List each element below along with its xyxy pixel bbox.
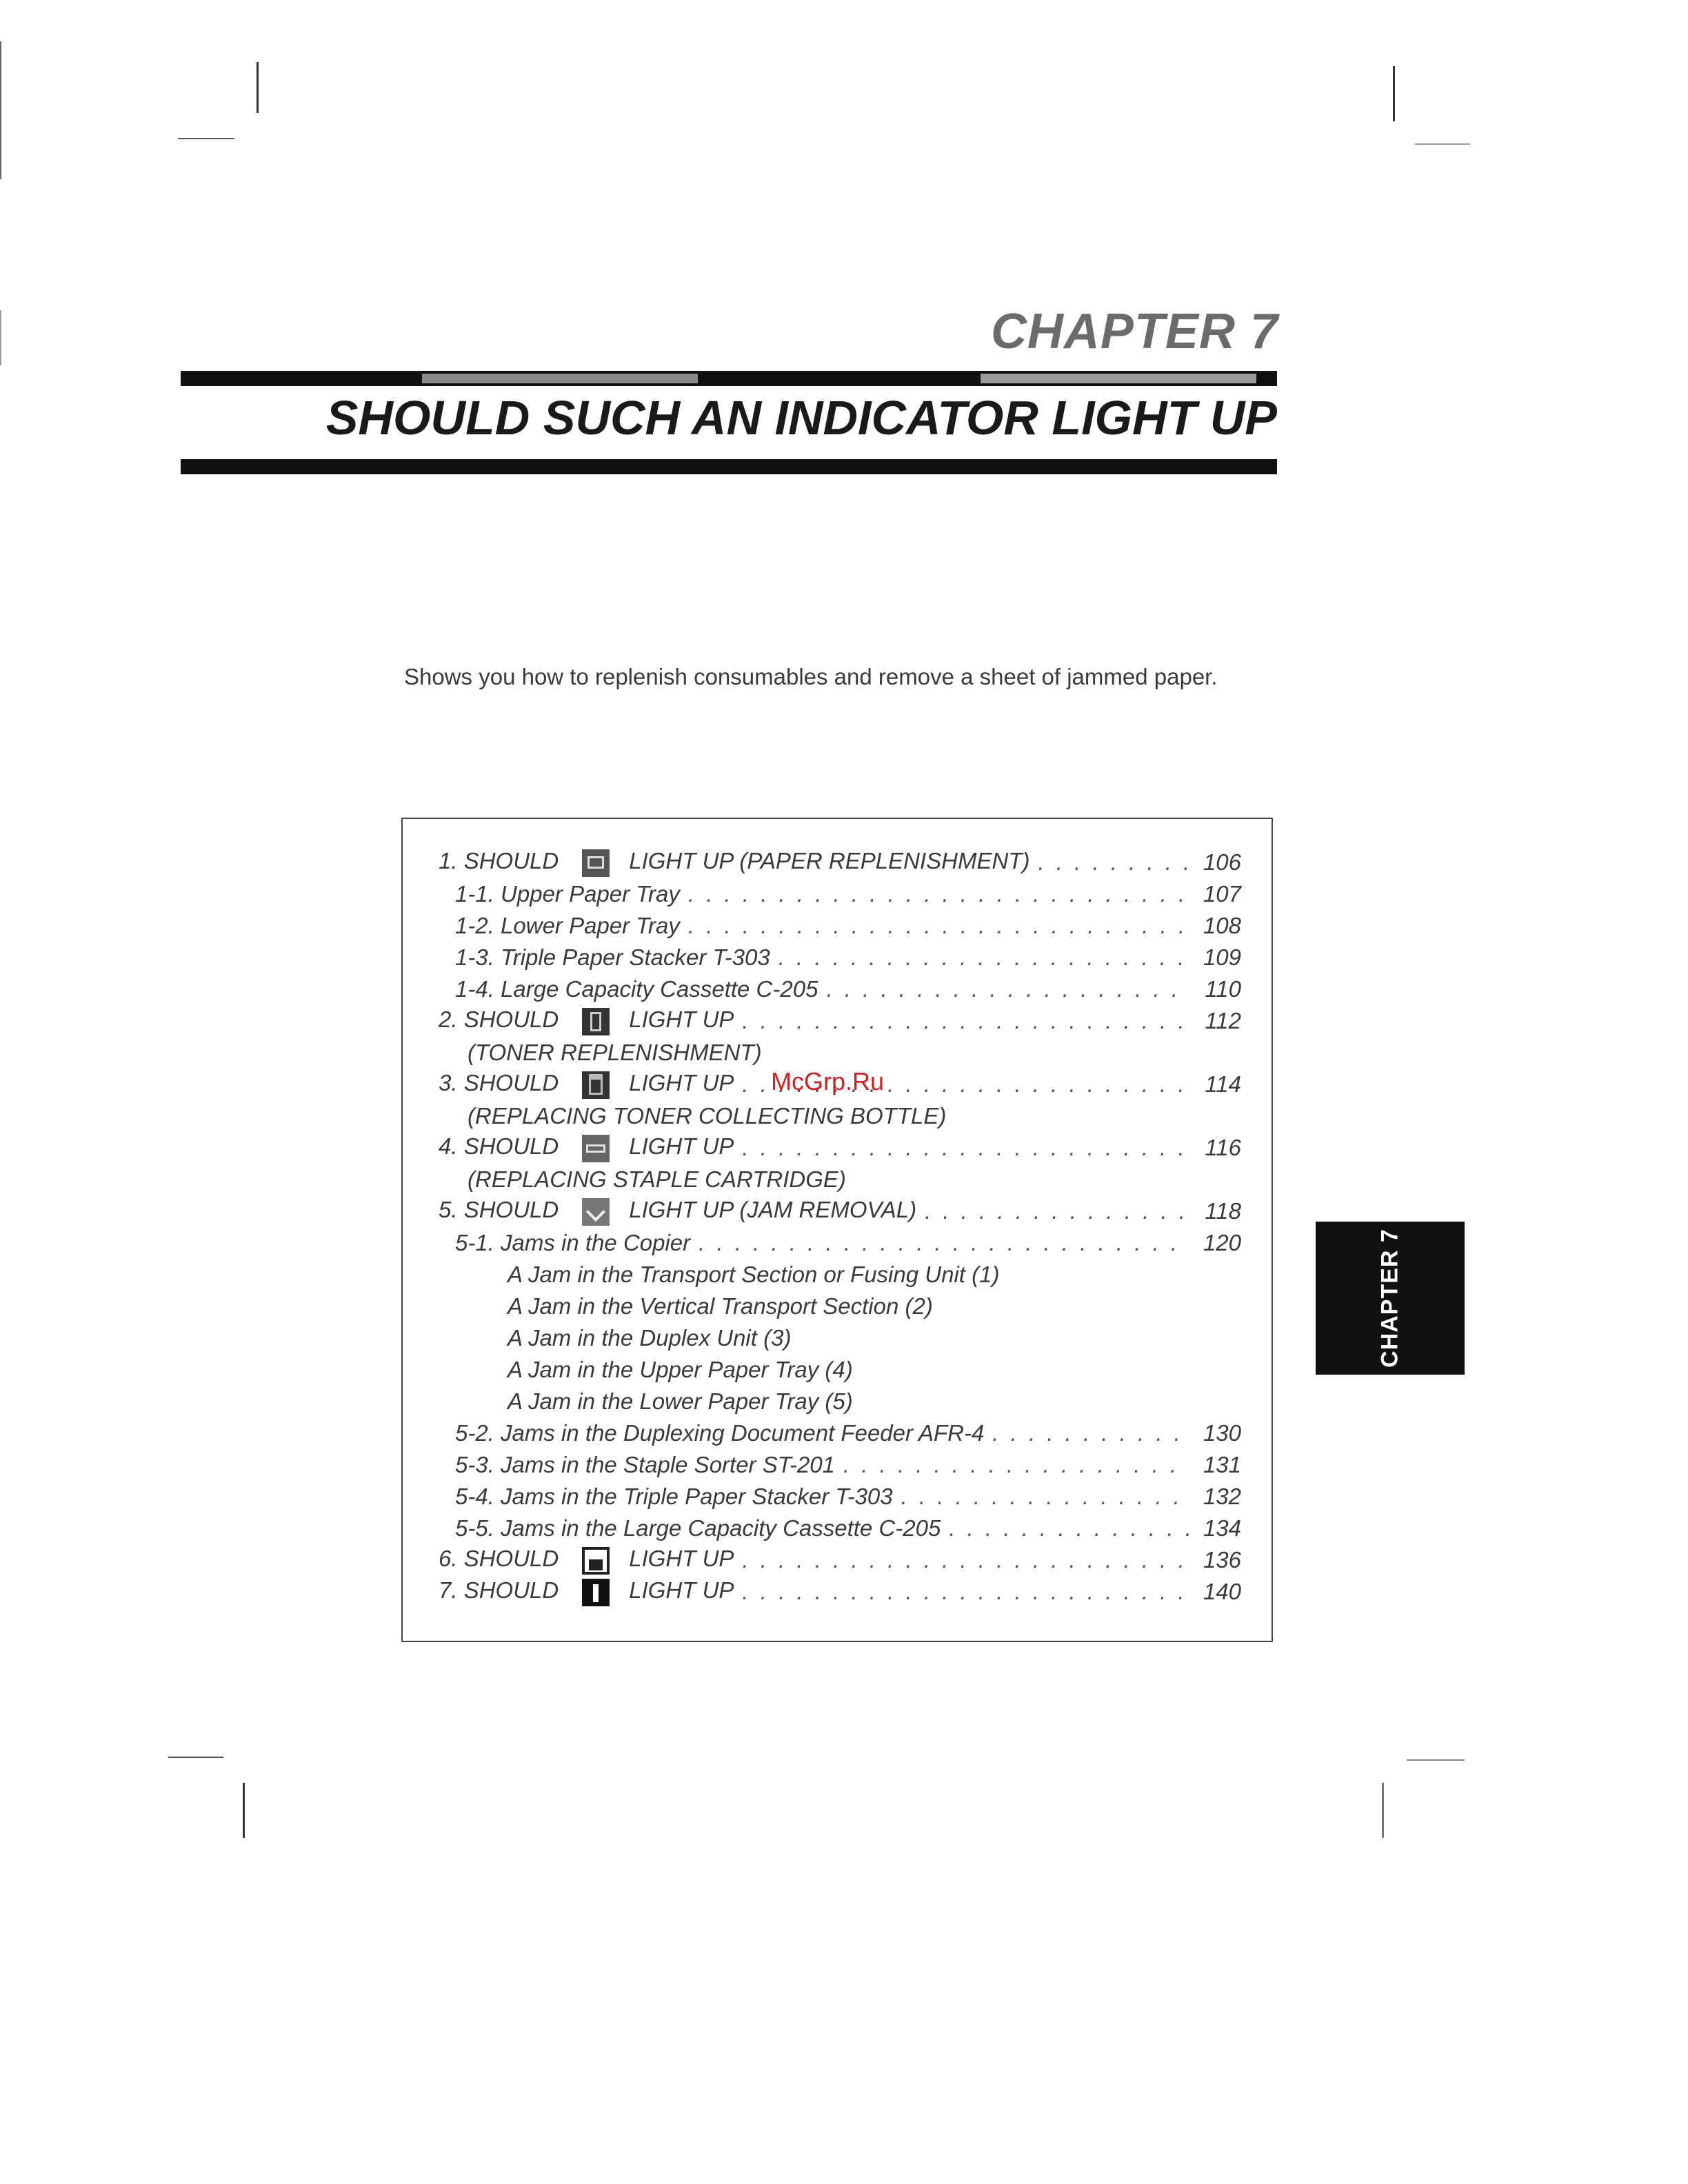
toc-item[interactable]: 1-3. Triple Paper Stacker T-303 . . . 109 xyxy=(439,942,1241,973)
crop-mark xyxy=(1382,1783,1384,1838)
toc-item-continuation: (TONER REPLENISHMENT) xyxy=(468,1040,762,1065)
table-of-contents xyxy=(439,847,1241,1608)
toc-subitem[interactable]: A Jam in the Duplex Unit (3) xyxy=(508,1325,792,1351)
crop-mark xyxy=(1407,1759,1465,1761)
toc-item[interactable]: 5-5. Jams in the Large Capacity Cassette C-205 . . . 134 xyxy=(439,1513,1241,1544)
crop-mark xyxy=(243,1783,245,1838)
toc-subitem[interactable]: A Jam in the Lower Paper Tray (5) xyxy=(508,1388,853,1414)
crop-mark xyxy=(0,41,1,179)
paper-tray-icon xyxy=(582,849,610,877)
toc-item[interactable]: 6. SHOULD LIGHT UP . . . 136 xyxy=(439,1544,1241,1576)
crop-mark xyxy=(0,310,1,365)
toc-item[interactable]: 3. SHOULD LIGHT UP . . . 114 xyxy=(439,1069,1241,1100)
crop-mark xyxy=(168,1757,223,1758)
intro-text: Shows you how to replenish consumables and remove a sheet of jammed paper. xyxy=(404,664,1218,689)
toc-item[interactable]: 7. SHOULD LIGHT UP . . . 140 xyxy=(439,1576,1241,1608)
toc-item[interactable]: 5-3. Jams in the Staple Sorter ST-201 . . . 131 xyxy=(439,1449,1241,1481)
toc-item[interactable]: 5-2. Jams in the Duplexing Document Feeder AFR-4 . . . 130 xyxy=(439,1417,1241,1449)
chapter-side-tab xyxy=(1316,1222,1465,1375)
toc-item[interactable]: 5. SHOULD LIGHT UP (JAM REMOVAL) . . . 118 xyxy=(439,1195,1241,1227)
toc-item[interactable]: 1-4. Large Capacity Cassette C-205 . . . 110 xyxy=(439,973,1241,1005)
toner-bottle-icon xyxy=(582,1071,610,1099)
toner-icon xyxy=(582,1008,610,1035)
crop-mark xyxy=(178,138,234,139)
chapter-label: CHAPTER 7 xyxy=(990,304,1278,359)
toc-item-continuation: (REPLACING STAPLE CARTRIDGE) xyxy=(468,1166,846,1192)
paper-jam-icon xyxy=(582,1198,610,1226)
header-rule-bottom xyxy=(181,459,1277,474)
toc-item[interactable]: 5-1. Jams in the Copier . . . 120 xyxy=(439,1227,1241,1259)
toc-subitem[interactable]: A Jam in the Upper Paper Tray (4) xyxy=(508,1357,853,1382)
toc-subitem[interactable]: A Jam in the Transport Section or Fusing Unit (1) xyxy=(508,1262,1000,1287)
door-open-icon xyxy=(582,1547,610,1575)
toc-subitem[interactable]: A Jam in the Vertical Transport Section (2) xyxy=(508,1293,933,1319)
crop-mark xyxy=(1415,143,1470,145)
toc-item[interactable]: 1. SHOULD LIGHT UP (PAPER REPLENISHMENT) . . . 106 xyxy=(439,847,1241,878)
watermark: McGrp.Ru xyxy=(771,1067,885,1095)
toc-item[interactable]: 2. SHOULD LIGHT UP . . . 112 xyxy=(439,1005,1241,1037)
toc-item[interactable]: 1-2. Lower Paper Tray . . . 108 xyxy=(439,910,1241,942)
page-title: SHOULD SUCH AN INDICATOR LIGHT UP xyxy=(325,391,1277,445)
toc-item-continuation: (REPLACING TONER COLLECTING BOTTLE) xyxy=(468,1103,947,1129)
staple-icon xyxy=(582,1135,610,1162)
crop-mark xyxy=(1393,66,1395,121)
crop-mark xyxy=(257,62,259,113)
toc-item[interactable]: 5-4. Jams in the Triple Paper Stacker T-303 . . . 132 xyxy=(439,1481,1241,1513)
side-tab-label: CHAPTER 7 xyxy=(1376,1228,1403,1368)
toc-item[interactable]: 1-1. Upper Paper Tray . . . 107 xyxy=(439,878,1241,910)
header-rule-top xyxy=(181,371,1277,386)
service-call-icon xyxy=(582,1579,610,1606)
toc-item[interactable]: 4. SHOULD LIGHT UP . . . 116 xyxy=(439,1132,1241,1164)
